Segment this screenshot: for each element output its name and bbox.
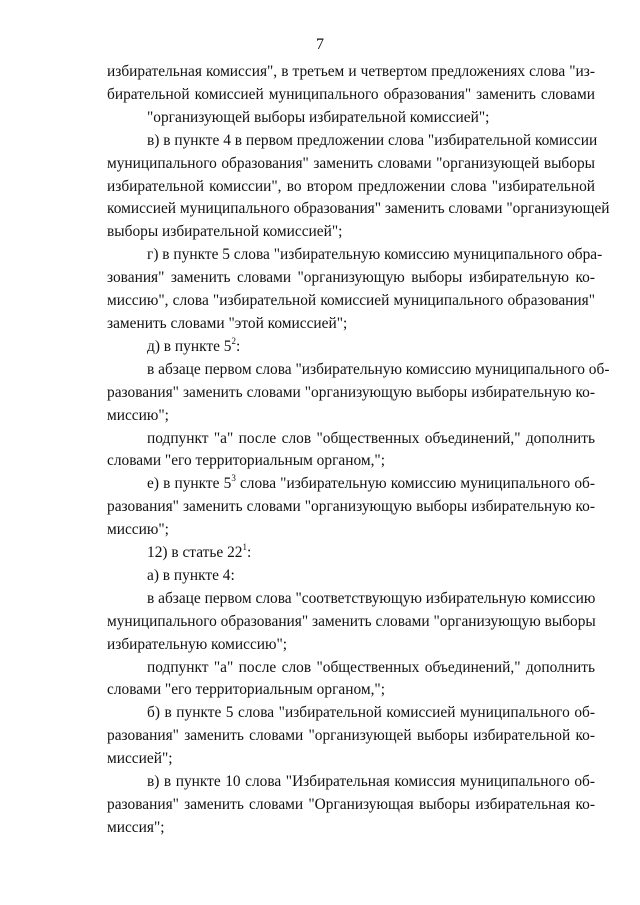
text-line: комиссией муниципального образования" заменить словами "организующей: [107, 200, 610, 218]
superscript: 3: [231, 473, 236, 484]
text-line: словами "его территориальным органом,";: [107, 681, 385, 699]
text-line: "организующей выборы избирательной комиссией";: [147, 108, 490, 126]
text-line: разования" заменить словами "организующую выборы избирательную ко-: [107, 383, 595, 401]
text-line: зования" заменить словами "организующую выборы избирательную ко-: [107, 269, 595, 287]
text-line: разования" заменить словами "Организующая выборы избирательная ко-: [107, 796, 595, 813]
text-line: миссию", слова "избирательной комиссией муниципального образования": [107, 292, 595, 310]
text-line: выборы избирательной комиссией";: [107, 223, 343, 241]
text-line: миссию";: [107, 406, 169, 424]
text-line: подпункт "а" после слов "общественных объединений," дополнить: [147, 429, 595, 447]
text-line: миссию";: [107, 521, 169, 539]
document-body: [107, 61, 610, 840]
text-line: миссией";: [107, 750, 173, 768]
text-line: словами "его территориальным органом,";: [107, 452, 385, 470]
text-line: избирательной комиссии", во втором предложении слова "избирательной: [107, 177, 595, 195]
text-line: г) в пункте 5 слова "избирательную комиссию муниципального обра-: [147, 246, 603, 264]
text-line: муниципального образования" заменить словами "организующую выборы: [107, 612, 596, 630]
text-line: избирательная комиссия", в третьем и четвертом предложениях слова "из-: [107, 63, 595, 80]
text-line: в) в пункте 10 слова "Избирательная комиссия муниципального об-: [147, 773, 595, 791]
text-line: заменить словами "этой комиссией";: [107, 314, 348, 332]
text-line: д) в пункте $5^2$:: [147, 335, 241, 355]
text-line: в) в пункте 4 в первом предложении слова "избирательной комиссии: [147, 131, 598, 149]
text-line: разования" заменить словами "организующей выборы избирательной ко-: [107, 727, 595, 745]
text-line: подпункт "а" после слов "общественных объединений," дополнить: [147, 658, 595, 676]
superscript: 1: [242, 541, 247, 552]
text-line: муниципального образования" заменить словами "организующей выборы: [107, 154, 595, 172]
text-line: е) в пункте $5^3$ слова "избирательную комиссию муниципального об-: [147, 473, 595, 493]
text-line: 12) в статье $22^1$:: [147, 541, 252, 562]
page-number: 7: [316, 36, 324, 53]
text-line: в абзаце первом слова "избирательную комиссию муниципального об-: [147, 360, 610, 378]
text-line: избирательную комиссию";: [107, 635, 288, 653]
text-line: б) в пункте 5 слова "избирательной комиссией муниципального об-: [147, 704, 595, 722]
superscript: 2: [231, 335, 236, 346]
text-line: разования" заменить словами "организующую выборы избирательную ко-: [107, 498, 595, 516]
text-line: бирательной комиссией муниципального образования" заменить словами: [107, 85, 595, 103]
text-line: миссия";: [107, 818, 165, 836]
text-line: а) в пункте 4:: [147, 566, 235, 584]
text-line: в абзаце первом слова "соответствующую избирательную комиссию: [147, 589, 596, 607]
